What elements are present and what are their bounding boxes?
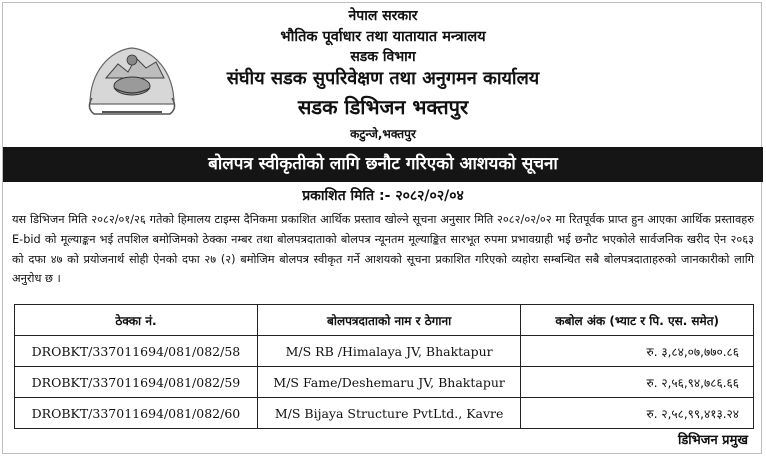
table-row — [15, 367, 754, 398]
table-header-row — [15, 305, 754, 336]
office-location: कटुन्जे,भक्तपुर — [350, 127, 416, 141]
bid-table — [14, 304, 754, 429]
bidder-cell: M/S Bijaya Structure PvtLtd., Kavre — [257, 398, 521, 429]
published-date-line — [0, 186, 766, 205]
column-header-bidder: बोलपत्रदाताको नाम र ठेगाना — [257, 305, 521, 336]
bidder-cell: M/S Fame/Deshemaru JV, Bhaktapur — [257, 367, 521, 398]
bid-amount-cell: रु. ३,८४,०७,७७०.८६ — [521, 336, 754, 367]
contract-number-cell: DROBKT/337011694/081/082/60 — [15, 398, 258, 429]
bid-amount-cell: रु. २,५८,९९,४१३.२४ — [521, 398, 754, 429]
contract-number-cell: DROBKT/337011694/081/082/58 — [15, 336, 258, 367]
table-row — [15, 398, 754, 429]
government-name: नेपाल सरकार — [348, 8, 418, 24]
contract-number-cell: DROBKT/337011694/081/082/59 — [15, 367, 258, 398]
column-header-contract: ठेक्का नं. — [15, 305, 258, 336]
ministry-name: भौतिक पूर्वाधार तथा यातायात मन्त्रालय — [280, 29, 486, 45]
bid-amount-cell: रु. २,५६,९४,७८६.६६ — [521, 367, 754, 398]
column-header-amount: कबोल अंक (भ्याट र पि. एस. समेत) — [521, 305, 754, 336]
published-date-value: २०८२/०२/०४ — [395, 188, 464, 204]
office-name: संघीय सडक सुपरिवेक्षण तथा अनुगमन कार्यालय — [226, 68, 540, 89]
signature-title: डिभिजन प्रमुख — [677, 433, 748, 448]
notice-body-paragraph: यस डिभिजन मिति २०८२/०१/२६ गतेको हिमालय टाइम्स दैनिकमा प्रकाशित आर्थिक प्रस्ताव खोल्ने सूचना अनुसार मिति २०८२/०२/०२ मा रितपूर्वक प्राप्त हुन आएका आर्थिक प्रस्तावहरु E-bid को मूल्याङ्कन भई तपशिल बमोजिमको ठेक्का नम्बर तथा बोलपत्रदाताको बोलपत्र न्यूनतम मूल्याङ्कित सारभूत रुपमा प्रभावग्राही भई छनौट भएकोले सार्वजनिक खरीद ऐन २०६३ को दफा ४७ को प्रयोजनार्थ सोही ऐनको दफा २७ (२) बमोजिम बोलपत्र स्वीकृत गर्ने आशयको सूचना प्रकाशित गरिएको व्यहोरा सम्बन्धित सबै बोलपत्रदाताहरुको जानकारीको लागि अनुरोध छ । — [12, 213, 754, 286]
table-row — [15, 336, 754, 367]
department-name: सडक विभाग — [350, 49, 416, 65]
bidder-cell: M/S RB /Himalaya JV, Bhaktapur — [257, 336, 521, 367]
division-name: सडक डिभिजन भक्तपुर — [297, 95, 469, 119]
notice-body — [12, 210, 754, 289]
published-date-label: प्रकाशित मिति :- — [302, 188, 391, 204]
notice-title-banner: बोलपत्र स्वीकृतीको लागि छनौट गरिएको आशयको सूचना — [3, 147, 763, 182]
